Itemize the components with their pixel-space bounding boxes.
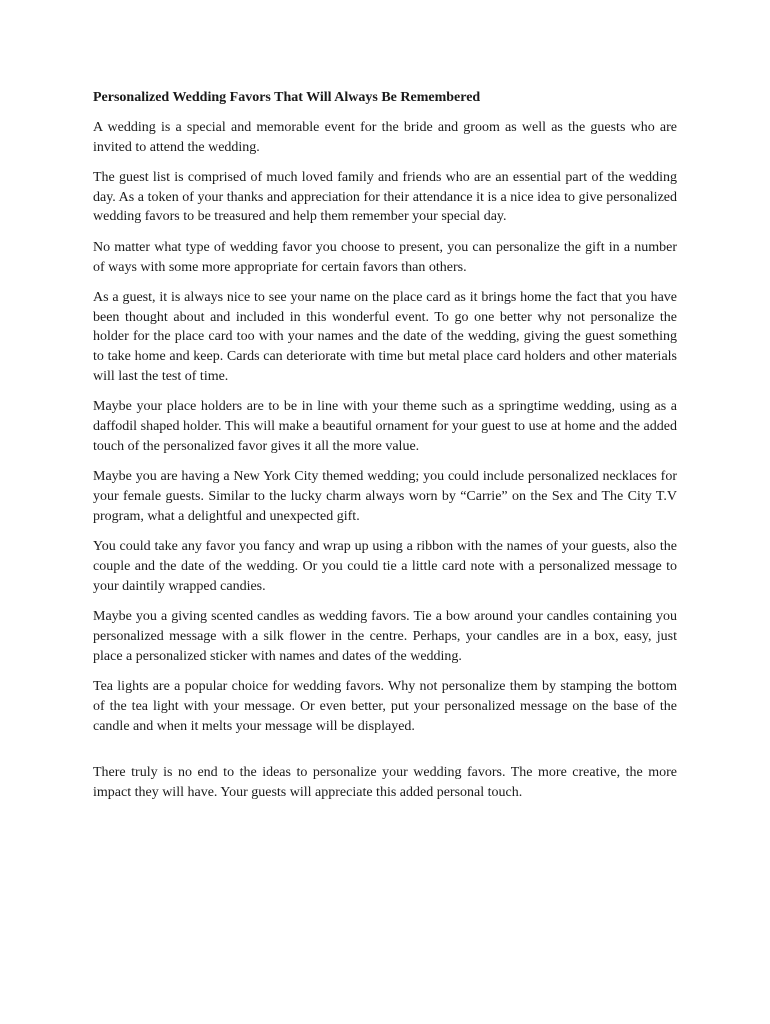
paragraph-guest-list: The guest list is comprised of much loved family and friends who are an essential part of the wedding day. As a token of your thanks and appreciation for their attendance it is a nice idea to give personalized wedding favors to be treasured and help them remember your special day. [93, 169, 677, 225]
document-page [93, 88, 677, 813]
paragraph-intro: A wedding is a special and memorable event for the bride and groom as well as the guests who are invited to attend the wedding. [93, 119, 677, 155]
paragraph-tea-lights: Tea lights are a popular choice for wedding favors. Why not personalize them by stamping the bottom of the tea light with your message. Or even better, put your personalized message on the base of the candle and when it melts your message will be displayed. [93, 678, 677, 734]
document-title: Personalized Wedding Favors That Will Always Be Remembered [93, 90, 481, 105]
paragraph-ribbon-wrap: You could take any favor you fancy and wrap up using a ribbon with the names of your guests, also the couple and the date of the wedding. Or you could tie a little card note with a personalized message to your daintily wrapped candies. [93, 539, 677, 594]
paragraph-favor-types: No matter what type of wedding favor you choose to present, you can personalize the gift in a number of ways with some more appropriate for certain favors than others. [93, 239, 677, 275]
paragraph-place-holders: Maybe your place holders are to be in line with your theme such as a springtime wedding, using as a daffodil shaped holder. This will make a beautiful ornament for your guest to use at home and the added touch of the personalized favor gives it all the more value. [93, 399, 677, 454]
paragraph-scented-candles: Maybe you a giving scented candles as wedding favors. Tie a bow around your candles containing you personalized message with a silk flower in the centre. Perhaps, your candles are in a box, easy, just place a personalized sticker with names and dates of the wedding. [93, 609, 677, 664]
paragraph-place-cards: As a guest, it is always nice to see your name on the place card as it brings home the fact that you have been thought about and included in this wonderful event. To go one better why not personalize the holder for the place card too with your names and the date of the wedding, giving the guest something to take home and keep. Cards can deteriorate with time but metal place card holders and other materials will last the test of time. [93, 289, 677, 385]
paragraph-conclusion: There truly is no end to the ideas to personalize your wedding favors. The more creative, the more impact they will have. Your guests will appreciate this added personal touch. [93, 765, 677, 801]
paragraph-new-york-theme: Maybe you are having a New York City themed wedding; you could include personalized necklaces for your female guests. Similar to the lucky charm always worn by “Carrie” on the Sex and The City T.V program, what a delightful and unexpected gift. [93, 469, 677, 524]
